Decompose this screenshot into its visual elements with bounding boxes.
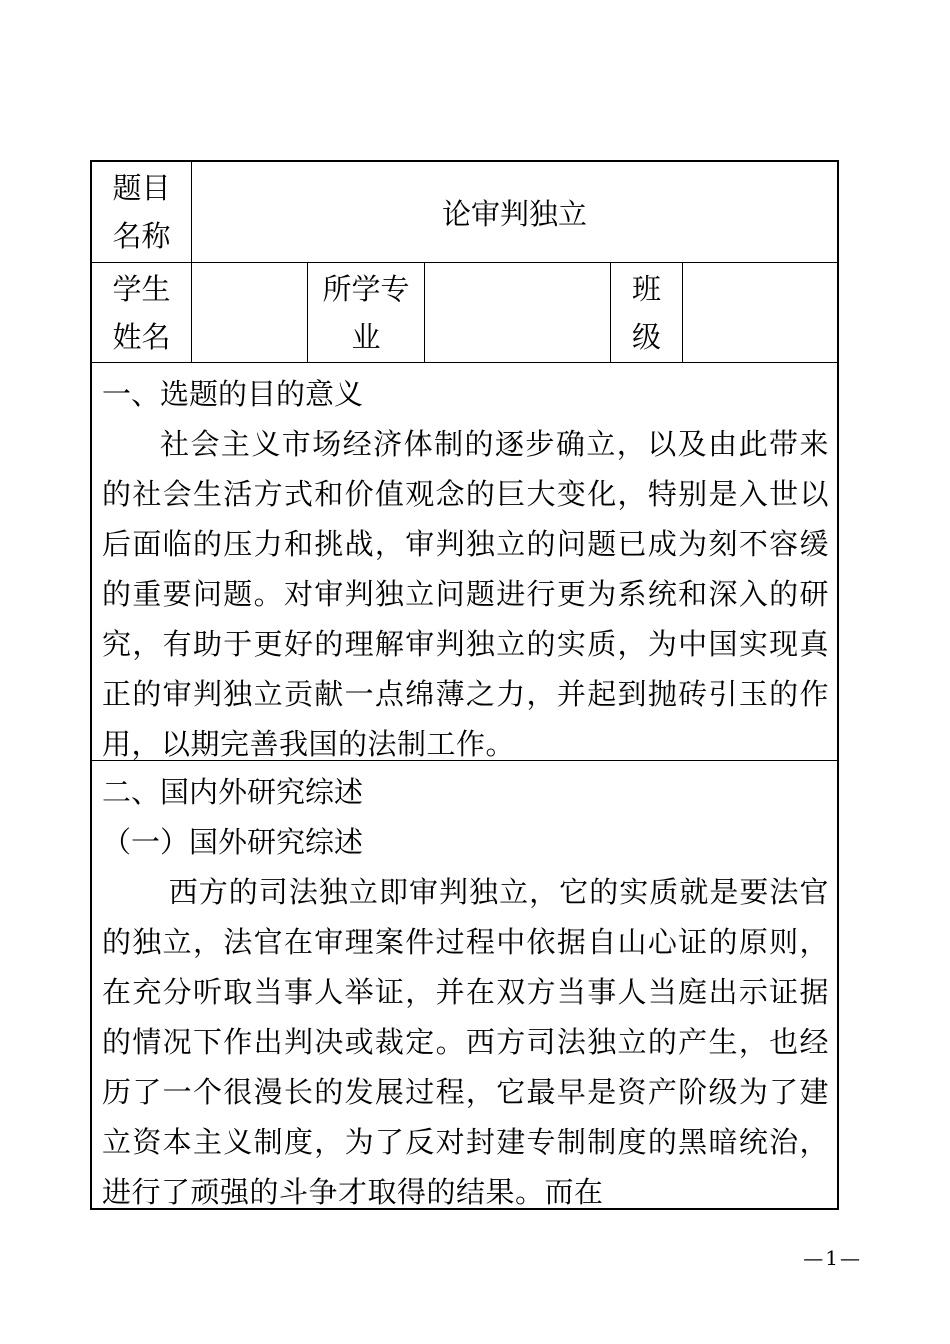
proposal-form	[90, 160, 839, 1210]
purpose-section	[102, 369, 829, 769]
thesis-title: 论审判独立	[441, 196, 587, 231]
page-number: —1—	[803, 1246, 862, 1270]
major-label-line-1: 所学专	[322, 271, 410, 306]
title-label-line-1: 题目	[112, 171, 171, 205]
major-label-line-2: 业	[351, 319, 381, 354]
review-paragraph: 西方的司法独立即审判独立，它的实质就是要法官的独立，法官在审理案件过程中依据自山心证的原则，在充分听取当事人举证，并在双方当事人当庭出示证据的情况下作出判决或裁定。西方司法独立的产生，也经历了一个很漫长的发展过程，它最早是资产阶级为了建立资本主义制度，为了反对封建专制制度的黑暗统治，进行了顽强的斗争才取得的结果。而在	[102, 875, 829, 1209]
purpose-heading: 一、选题的目的意义	[102, 377, 364, 411]
student-name-label-line-2: 姓名	[112, 319, 171, 354]
title-row	[92, 162, 837, 263]
student-name-label-line-1: 学生	[112, 271, 171, 306]
review-section-row	[92, 761, 837, 1208]
class-label-cell	[611, 263, 683, 362]
purpose-section-row	[92, 363, 837, 761]
class-value-cell[interactable]	[683, 263, 837, 362]
class-label-line-1: 班	[631, 271, 661, 306]
review-section	[102, 767, 829, 1217]
student-name-label-cell	[92, 263, 192, 362]
review-heading: 二、国内外研究综述	[102, 775, 364, 809]
student-info-row	[92, 263, 837, 363]
major-label-cell	[308, 263, 425, 362]
title-label-cell	[92, 162, 192, 262]
major-value-cell[interactable]	[425, 263, 611, 362]
title-value-cell	[192, 162, 837, 262]
review-subheading: （一）国外研究综述	[102, 825, 364, 859]
student-name-value-cell[interactable]	[192, 263, 308, 362]
title-label-line-2: 名称	[112, 219, 171, 253]
class-label-line-2: 级	[631, 319, 661, 354]
purpose-paragraph: 社会主义市场经济体制的逐步确立，以及由此带来的社会生活方式和价值观念的巨大变化，特别是入世以后面临的压力和挑战，审判独立的问题已成为刻不容缓的重要问题。对审判独立问题进行更为系统和深入的研究，有助于更好的理解审判独立的实质，为中国实现真正的审判独立贡献一点绵薄之力，并起到抛砖引玉的作用，以期完善我国的法制工作。	[102, 427, 829, 761]
